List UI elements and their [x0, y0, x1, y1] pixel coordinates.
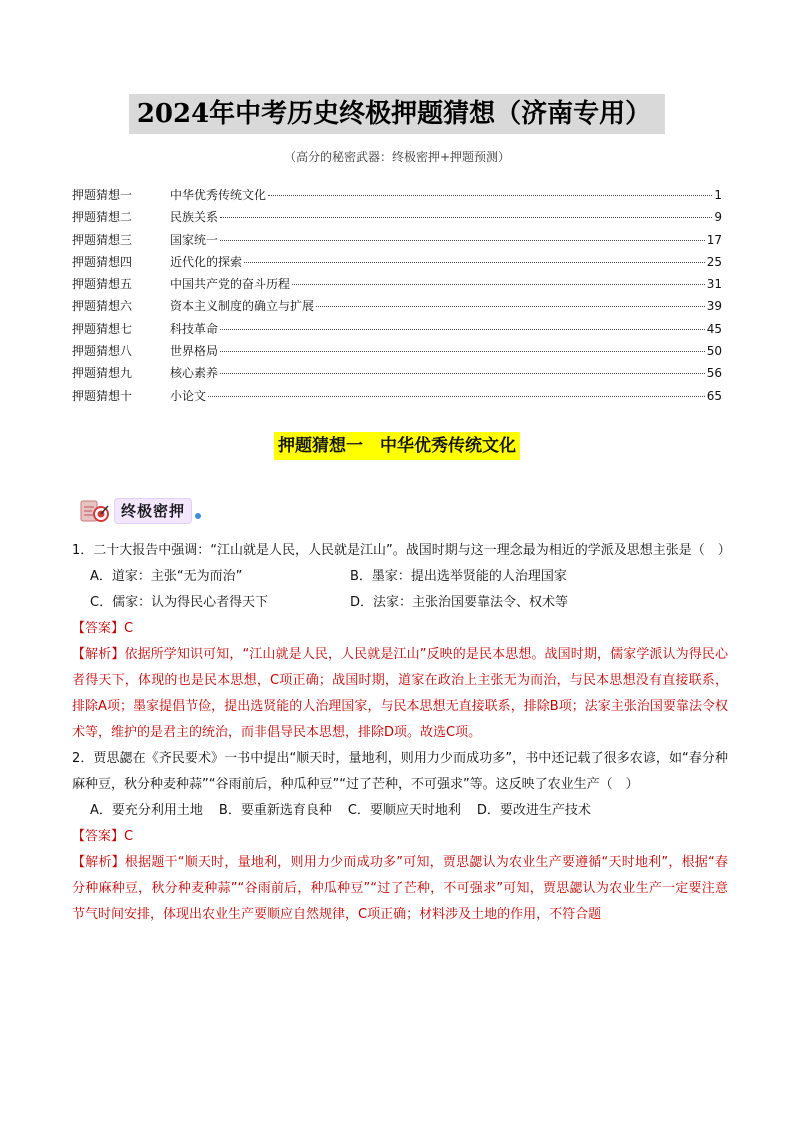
analysis-paragraph: [72, 642, 728, 746]
document-title: 2024年中考历史终极押题猜想（济南专用）: [129, 94, 665, 134]
option-c[interactable]: C．要顺应天时地利: [347, 803, 461, 818]
document-subtitle: （高分的秘密武器：终极密押+押题预测）: [283, 150, 511, 164]
toc-row[interactable]: [72, 231, 722, 253]
option-d[interactable]: D．要改进生产技术: [476, 803, 591, 818]
toc-page: 9: [714, 210, 722, 225]
toc-label: 押题猜想一: [72, 188, 133, 202]
toc-label: 押题猜想六: [72, 299, 133, 314]
toc-row[interactable]: [72, 342, 722, 364]
analysis-text: 根据题干“顺天时，量地利，则用力少而成功多”可知，贾思勰认为农业生产要遵循“天时地利”，根据“春分种麻种豆，秋分种麦种蒜”“谷雨前后，种瓜种豆”“过了芒种，不可强求”可知，贾思勰认为农业生产一定要注意节气时间安排，体现出农业生产要顺应自然规律，C项正确；材料涉及土地的作用，不符合题: [72, 855, 728, 922]
analysis-tag: 【解析】: [72, 855, 125, 870]
option-d[interactable]: D．法家：主张治国要靠法令、权术等: [350, 595, 569, 610]
toc-name: 中国共产党的奋斗历程: [170, 277, 291, 292]
option-row: [72, 798, 728, 824]
answer-line: 【答案】C: [72, 621, 134, 636]
toc-row[interactable]: [72, 186, 722, 208]
toc-row[interactable]: [72, 253, 722, 275]
option-row: [72, 564, 728, 590]
toc-row[interactable]: [72, 297, 722, 319]
option-b[interactable]: B．墨家：提出选举贤能的人治理国家: [350, 569, 567, 584]
section-heading: 押题猜想一 中华优秀传统文化: [274, 432, 520, 460]
question-stem: 1．二十大报告中强调：“江山就是人民，人民就是江山”。战国时期与这一理念最为相近的学派及思想主张是（ ）: [72, 543, 731, 558]
analysis-paragraph: [72, 850, 728, 928]
toc-page: 45: [706, 321, 722, 336]
toc-row[interactable]: [72, 364, 722, 386]
toc-name: 小论文: [170, 388, 207, 403]
toc-label: 押题猜想四: [72, 254, 133, 269]
toc-dot-leader: [220, 373, 705, 374]
toc-label: 押题猜想十: [72, 388, 133, 403]
option-row: [72, 590, 728, 616]
toc-dot-leader: [268, 195, 712, 196]
option-a[interactable]: A．要充分利用土地: [90, 803, 203, 818]
toc-dot-leader: [220, 217, 712, 218]
toc-page: 25: [706, 254, 722, 269]
toc-name: 资本主义制度的确立与扩展: [170, 299, 315, 314]
option-a[interactable]: A．道家：主张“无为而治”: [90, 569, 243, 584]
option-c[interactable]: C．儒家：认为得民心者得天下: [90, 595, 269, 610]
toc-page: 65: [706, 388, 722, 403]
badge-label: 终极密押: [114, 498, 192, 524]
toc-name: 世界格局: [170, 344, 219, 359]
toc-name: 核心素养: [170, 366, 219, 381]
toc-dot-leader: [244, 262, 705, 263]
toc-name: 国家统一: [170, 232, 219, 247]
option-b[interactable]: B．要重新选育良种: [218, 803, 332, 818]
question-stem: 2．贾思勰在《齐民要术》一书中提出“顺天时，量地利，则用力少而成功多”，书中还记载了很多农谚，如“春分种麻种豆，秋分种麦种蒜”“谷雨前后，种瓜种豆”“过了芒种，不可强求”等。这反映了农业生产（ ）: [72, 751, 728, 792]
toc-dot-leader: [208, 396, 705, 397]
toc-name: 近代化的探索: [170, 254, 243, 269]
badge-dot-icon: [195, 513, 201, 519]
analysis-tag: 【解析】: [72, 647, 125, 662]
toc-label: 押题猜想九: [72, 366, 133, 381]
final-prediction-badge: [80, 496, 201, 526]
toc-label: 押题猜想三: [72, 232, 133, 247]
toc-name: 科技革命: [170, 321, 219, 336]
question-content: [72, 538, 731, 928]
answer-line: 【答案】C: [72, 829, 134, 844]
toc-name: 民族关系: [170, 210, 219, 225]
toc-dot-leader: [220, 240, 705, 241]
target-icon: [80, 498, 110, 524]
toc-dot-leader: [220, 351, 705, 352]
toc-row[interactable]: [72, 320, 722, 342]
table-of-contents: [72, 186, 722, 409]
toc-label: 押题猜想八: [72, 344, 133, 359]
section-heading-wrap: [0, 432, 794, 460]
toc-dot-leader: [316, 306, 705, 307]
toc-row[interactable]: [72, 387, 722, 409]
toc-page: 39: [706, 299, 722, 314]
analysis-text: 依据所学知识可知，“江山就是人民，人民就是江山”反映的是民本思想。战国时期，儒家学派认为得民心者得天下，体现的也是民本思想，C项正确；战国时期，道家在政治上主张无为而治，与民本思想没有直接联系，排除A项；墨家提倡节俭，提出选贤能的人治理国家，与民本思想无直接联系，排除B项；法家主张治国要靠法令权术等，维护的是君主的统治，而非倡导民本思想，排除D项。故选C项。: [72, 647, 728, 740]
toc-label: 押题猜想七: [72, 321, 133, 336]
toc-row[interactable]: [72, 208, 722, 230]
toc-dot-leader: [292, 284, 705, 285]
toc-page: 31: [706, 277, 722, 292]
toc-label: 押题猜想五: [72, 277, 133, 292]
toc-row[interactable]: [72, 275, 722, 297]
toc-page: 56: [706, 366, 722, 381]
toc-page: 17: [706, 232, 722, 247]
toc-name: 中华优秀传统文化: [170, 188, 267, 202]
toc-page: 1: [714, 188, 722, 202]
toc-label: 押题猜想二: [72, 210, 133, 225]
toc-page: 50: [706, 344, 722, 359]
document-title-wrap: [0, 94, 794, 134]
toc-dot-leader: [220, 329, 705, 330]
